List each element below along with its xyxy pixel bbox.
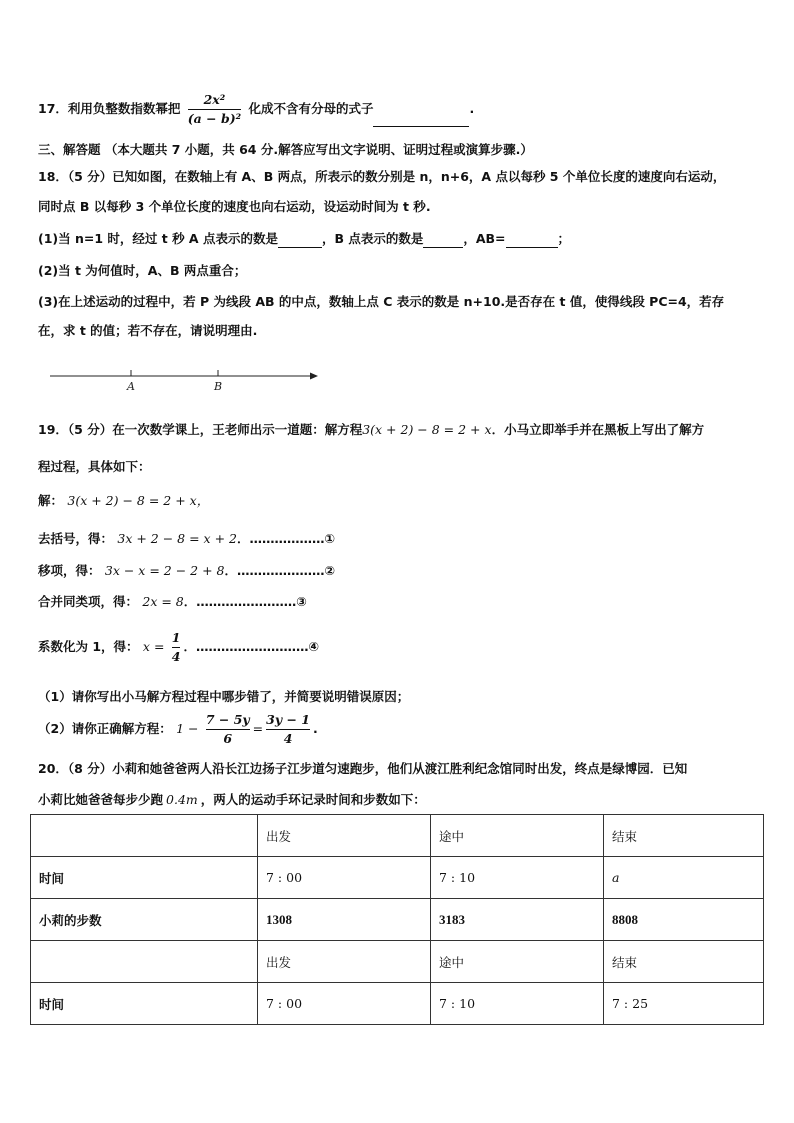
- step2-label: 移项，得：: [38, 563, 101, 578]
- table-cell: [604, 983, 764, 1025]
- solution-label: 解：: [38, 493, 64, 508]
- table-cell: [431, 899, 604, 941]
- part2-equals: =: [252, 721, 264, 736]
- q19-step1: [38, 530, 764, 548]
- cell-text: 时间: [39, 996, 65, 1012]
- table-cell: [431, 983, 604, 1025]
- q19-part2: [38, 712, 764, 747]
- step4-denominator: 4: [171, 649, 181, 664]
- cell-text: 小莉的步数: [39, 912, 102, 928]
- cell-text: 8808: [612, 911, 638, 927]
- q18-part3-line1: (3)在上述运动的过程中，若 P 为线段 AB 的中点，数轴上点 C 表示的数是 n+10.是否存在 t 值，使得线段 PC=4，若存: [38, 294, 725, 309]
- cell-text: a: [612, 870, 620, 885]
- q20-line2-text-b: ，两人的运动手环记录时间和步数如下：: [200, 792, 426, 807]
- part2-fraction-left: [206, 712, 250, 747]
- q19-step3: [38, 593, 764, 611]
- table-cell: [431, 941, 604, 983]
- point-label-b: B: [214, 380, 223, 393]
- cell-text: 3183: [439, 911, 465, 927]
- answer-blank: [506, 233, 558, 248]
- q18-line1: 18．（5 分）已知如图，在数轴上有 A、B 两点，所表示的数分别是 n，n+6，A 点以每秒 5 个单位长度的速度向右运动，: [38, 169, 726, 184]
- q18-part2: (2)当 t 为何值时，A、B 两点重合；: [38, 263, 247, 278]
- table-cell: [258, 983, 431, 1025]
- table-cell: [31, 983, 258, 1025]
- q18-part1: [38, 230, 764, 248]
- part2-end: .: [313, 721, 318, 736]
- fraction-bar: [266, 729, 310, 730]
- answer-blank: [373, 112, 469, 127]
- cell-text: 时间: [39, 870, 65, 886]
- q17-prefix: 17．利用负整数指数幂把: [38, 101, 181, 116]
- q18-p1-text-a: (1)当 n=1 时，经过 t 秒 A 点表示的数是: [38, 231, 278, 246]
- table-row: [31, 983, 764, 1025]
- table-cell: [258, 857, 431, 899]
- table-cell: [431, 857, 604, 899]
- q18-part3-line2: 在，求 t 的值；若不存在，请说明理由.: [38, 323, 258, 338]
- q19-part1: （1）请你写出小马解方程过程中哪步错了，并简要说明错误原因；: [38, 689, 410, 704]
- part2-label: （2）请你正确解方程：: [38, 721, 172, 736]
- q18-p1-text-c: ，AB=: [463, 231, 506, 246]
- cell-text: 7 : 10: [439, 870, 476, 885]
- cell-text: 出发: [266, 828, 292, 844]
- table-cell: [604, 941, 764, 983]
- table-cell: [258, 815, 431, 857]
- fraction-bar: [206, 729, 250, 730]
- part2-numerator-left: 7 − 5y: [205, 712, 250, 727]
- step3-marker: ．……………………③: [183, 594, 307, 609]
- cell-text: 7 : 25: [612, 996, 649, 1011]
- table-cell: [31, 899, 258, 941]
- q20-line2: [38, 791, 764, 809]
- cell-text: 1308: [266, 911, 292, 927]
- table-cell: [604, 815, 764, 857]
- q19-solution: [38, 492, 764, 510]
- q19-line1-rest: ．小马立即举手并在黑板上写出了解方: [491, 422, 705, 437]
- solution-equation: 3(x + 2) − 8 = 2 + x，: [67, 493, 210, 508]
- number-line-figure: [44, 362, 334, 394]
- q17-end: .: [469, 101, 475, 116]
- table-row: [31, 899, 764, 941]
- q19-step2: [38, 562, 764, 580]
- question-17: [38, 92, 764, 127]
- section-heading: 三、解答题 （本大题共 7 小题，共 64 分.解答应写出文字说明、证明过程或演算步骤.）: [38, 142, 533, 157]
- tracker-table: [30, 814, 764, 1025]
- fraction-bar: [188, 109, 241, 110]
- table-row: [31, 857, 764, 899]
- cell-text: 7 : 00: [266, 996, 303, 1011]
- point-label-a: A: [127, 380, 135, 393]
- arrow-right-icon: [310, 373, 318, 380]
- fraction-bar: [172, 647, 181, 648]
- part2-numerator-right: 3y − 1: [266, 712, 310, 727]
- step4-marker: ．………………………④: [183, 639, 320, 654]
- step3-label: 合并同类项，得：: [38, 594, 139, 609]
- table-row: [31, 941, 764, 983]
- step1-equation: 3x + 2 − 8 = x + 2: [117, 531, 237, 546]
- q19-step4: [38, 630, 764, 665]
- table-cell: [258, 941, 431, 983]
- table-cell: [431, 815, 604, 857]
- part2-denominator-right: 4: [283, 731, 293, 746]
- answer-blank: [278, 233, 322, 248]
- q20-line1: 20．（8 分）小莉和她爸爸两人沿长江边扬子江步道匀速跑步，他们从渡江胜利纪念馆同时出发，终点是绿博园．已知: [38, 761, 688, 776]
- step4-fraction: [172, 630, 181, 665]
- step1-marker: ．………………①: [236, 531, 336, 546]
- q17-suffix: 化成不含有分母的式子: [248, 101, 374, 116]
- q17-denominator: (a − b)²: [187, 111, 242, 126]
- step2-equation: 3x − x = 2 − 2 + 8: [104, 563, 225, 578]
- step1-label: 去括号，得：: [38, 531, 114, 546]
- step3-equation: 2x = 8: [142, 594, 184, 609]
- part2-fraction-right: [266, 712, 310, 747]
- table-cell: [31, 815, 258, 857]
- step4-label: 系数化为 1，得：: [38, 639, 139, 654]
- q19-line2: 程过程，具体如下：: [38, 459, 151, 474]
- q19-line1: [38, 421, 764, 439]
- table-cell: [31, 857, 258, 899]
- step2-marker: ．…………………②: [224, 563, 336, 578]
- step4-numerator: 1: [171, 630, 181, 645]
- part2-one-minus: 1 −: [176, 721, 199, 736]
- cell-text: 途中: [439, 954, 465, 970]
- q18-p1-text-b: ，B 点表示的数是: [321, 231, 424, 246]
- q19-equation: 3(x + 2) − 8 = 2 + x: [362, 422, 492, 437]
- part2-denominator-left: 6: [223, 731, 233, 746]
- q17-numerator: 2x²: [203, 92, 226, 107]
- cell-text: 途中: [439, 828, 465, 844]
- q18-line2: 同时点 B 以每秒 3 个单位长度的速度也向右运动，设运动时间为 t 秒.: [38, 199, 431, 214]
- cell-text: 7 : 00: [266, 870, 303, 885]
- cell-text: 结束: [612, 828, 638, 844]
- table-row: [31, 815, 764, 857]
- q17-fraction: [188, 92, 241, 127]
- q19-line1-text: 19．（5 分）在一次数学课上，王老师出示一道题：解方程: [38, 422, 363, 437]
- cell-text: 结束: [612, 954, 638, 970]
- q20-line2-text-a: 小莉比她爸爸每步少跑: [38, 792, 164, 807]
- table-cell: [258, 899, 431, 941]
- step4-lhs: x =: [142, 639, 165, 654]
- answer-blank: [423, 233, 463, 248]
- q18-p1-text-d: ；: [557, 231, 571, 246]
- cell-text: 7 : 10: [439, 996, 476, 1011]
- cell-text: 出发: [266, 954, 292, 970]
- q20-step-diff: 0.4m: [166, 792, 198, 807]
- table-cell: [604, 899, 764, 941]
- table-cell: [31, 941, 258, 983]
- table-cell: [604, 857, 764, 899]
